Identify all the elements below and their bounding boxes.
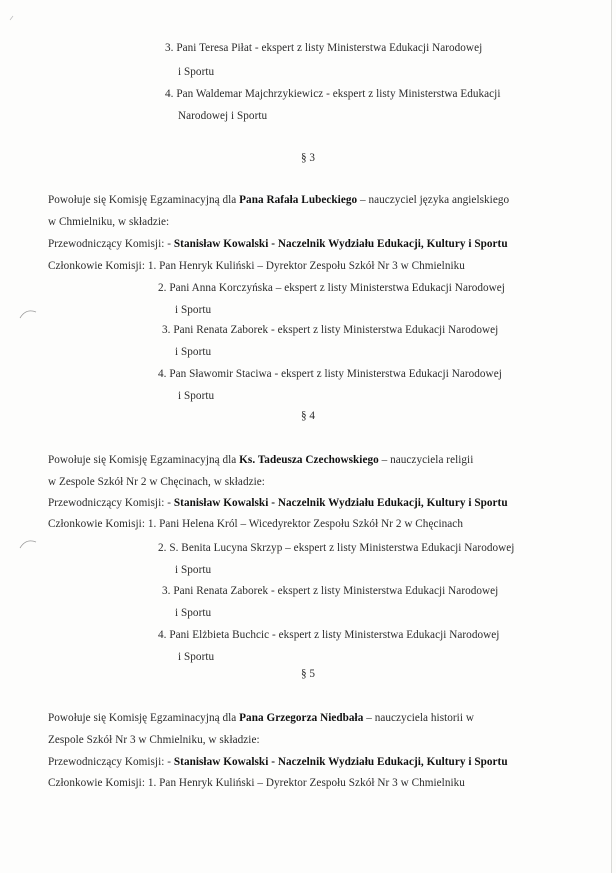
s5-intro: Powołuje się Komisję Egzaminacyjną dla Pana Grzegorza Niedbała – nauczyciela historii w: [48, 712, 474, 724]
punch-hole-mark: [18, 536, 38, 550]
section-heading-5: § 5: [301, 668, 315, 680]
s4-member-1: Członkowie Komisji: 1. Pani Helena Król – Wicedyrektor Zespołu Szkół Nr 2 w Chęcinach: [48, 518, 463, 530]
s4-member-3-line1: 3. Pani Renata Zaborek - ekspert z listy Ministerstwa Edukacji Narodowej: [162, 585, 499, 597]
scan-speck: [8, 14, 16, 22]
scan-edge: [611, 0, 612, 873]
top-item-3-line1: 3. Pani Teresa Piłat - ekspert z listy Ministerstwa Edukacji Narodowej: [165, 42, 483, 54]
s3-member-3-line2: i Sportu: [175, 346, 212, 358]
top-item-3-line2: i Sportu: [178, 66, 215, 78]
top-item-4-line1: 4. Pan Waldemar Majchrzykiewicz - ekspert z listy Ministerstwa Edukacji: [165, 88, 501, 100]
s3-member-2-line1: 2. Pani Anna Korczyńska – ekspert z listy Ministerstwa Edukacji Narodowej: [158, 282, 505, 294]
s3-intro-line2: w Chmielniku, w składzie:: [48, 216, 170, 228]
s3-chair: Przewodniczący Komisji: - Stanisław Kowalski - Naczelnik Wydziału Edukacji, Kultury i Sportu: [48, 238, 508, 250]
s4-chair-name: Stanisław Kowalski - Naczelnik Wydziału Edukacji, Kultury i Sportu: [173, 497, 508, 509]
s4-member-4-line2: i Sportu: [178, 651, 215, 663]
s3-member-1: Członkowie Komisji: 1. Pan Henryk Kuliński – Dyrektor Zespołu Szkół Nr 3 w Chmielniku: [48, 260, 465, 272]
s3-intro: Powołuje się Komisję Egzaminacyjną dla Pana Rafała Lubeckiego – nauczyciel języka angielskiego: [48, 194, 510, 206]
s3-member-4-line1: 4. Pan Sławomir Staciwa - ekspert z listy Ministerstwa Edukacji Narodowej: [158, 368, 502, 380]
s5-chair-name: Stanisław Kowalski - Naczelnik Wydziału Edukacji, Kultury i Sportu: [173, 756, 508, 768]
s3-chair-name: Stanisław Kowalski - Naczelnik Wydziału Edukacji, Kultury i Sportu: [173, 238, 508, 250]
s4-member-4-line1: 4. Pani Elżbieta Buchcic - ekspert z listy Ministerstwa Edukacji Narodowej: [158, 629, 500, 641]
s4-member-3-line2: i Sportu: [175, 607, 212, 619]
s3-member-2-line2: i Sportu: [175, 304, 212, 316]
s4-candidate-name: Ks. Tadeusza Czechowskiego: [239, 454, 379, 466]
punch-hole-mark: [18, 306, 38, 320]
s4-chair: Przewodniczący Komisji: - Stanisław Kowalski - Naczelnik Wydziału Edukacji, Kultury i Sportu: [48, 497, 508, 509]
top-item-4-line2: Narodowej i Sportu: [178, 110, 268, 122]
s4-intro: Powołuje się Komisję Egzaminacyjną dla Ks. Tadeusza Czechowskiego – nauczyciela religii: [48, 454, 474, 466]
s5-intro-line2: Zespole Szkół Nr 3 w Chmielniku, w składzie:: [48, 734, 260, 746]
s3-member-4-line2: i Sportu: [178, 390, 215, 402]
s3-candidate-name: Pana Rafała Lubeckiego: [239, 194, 358, 206]
s5-member-1: Członkowie Komisji: 1. Pan Henryk Kuliński – Dyrektor Zespołu Szkół Nr 3 w Chmielniku: [48, 777, 465, 789]
s4-intro-line2: w Zespole Szkół Nr 2 w Chęcinach, w składzie:: [48, 476, 265, 488]
s4-member-2-line1: 2. S. Benita Lucyna Skrzyp – ekspert z listy Ministerstwa Edukacji Narodowej: [158, 542, 515, 554]
s5-candidate-name: Pana Grzegorza Niedbała: [239, 712, 364, 724]
s3-member-3-line1: 3. Pani Renata Zaborek - ekspert z listy Ministerstwa Edukacji Narodowej: [162, 324, 499, 336]
s5-chair: Przewodniczący Komisji: - Stanisław Kowalski - Naczelnik Wydziału Edukacji, Kultury i Sportu: [48, 756, 508, 768]
s4-member-2-line2: i Sportu: [175, 564, 212, 576]
section-heading-4: § 4: [301, 410, 315, 422]
section-heading-3: § 3: [301, 152, 315, 164]
